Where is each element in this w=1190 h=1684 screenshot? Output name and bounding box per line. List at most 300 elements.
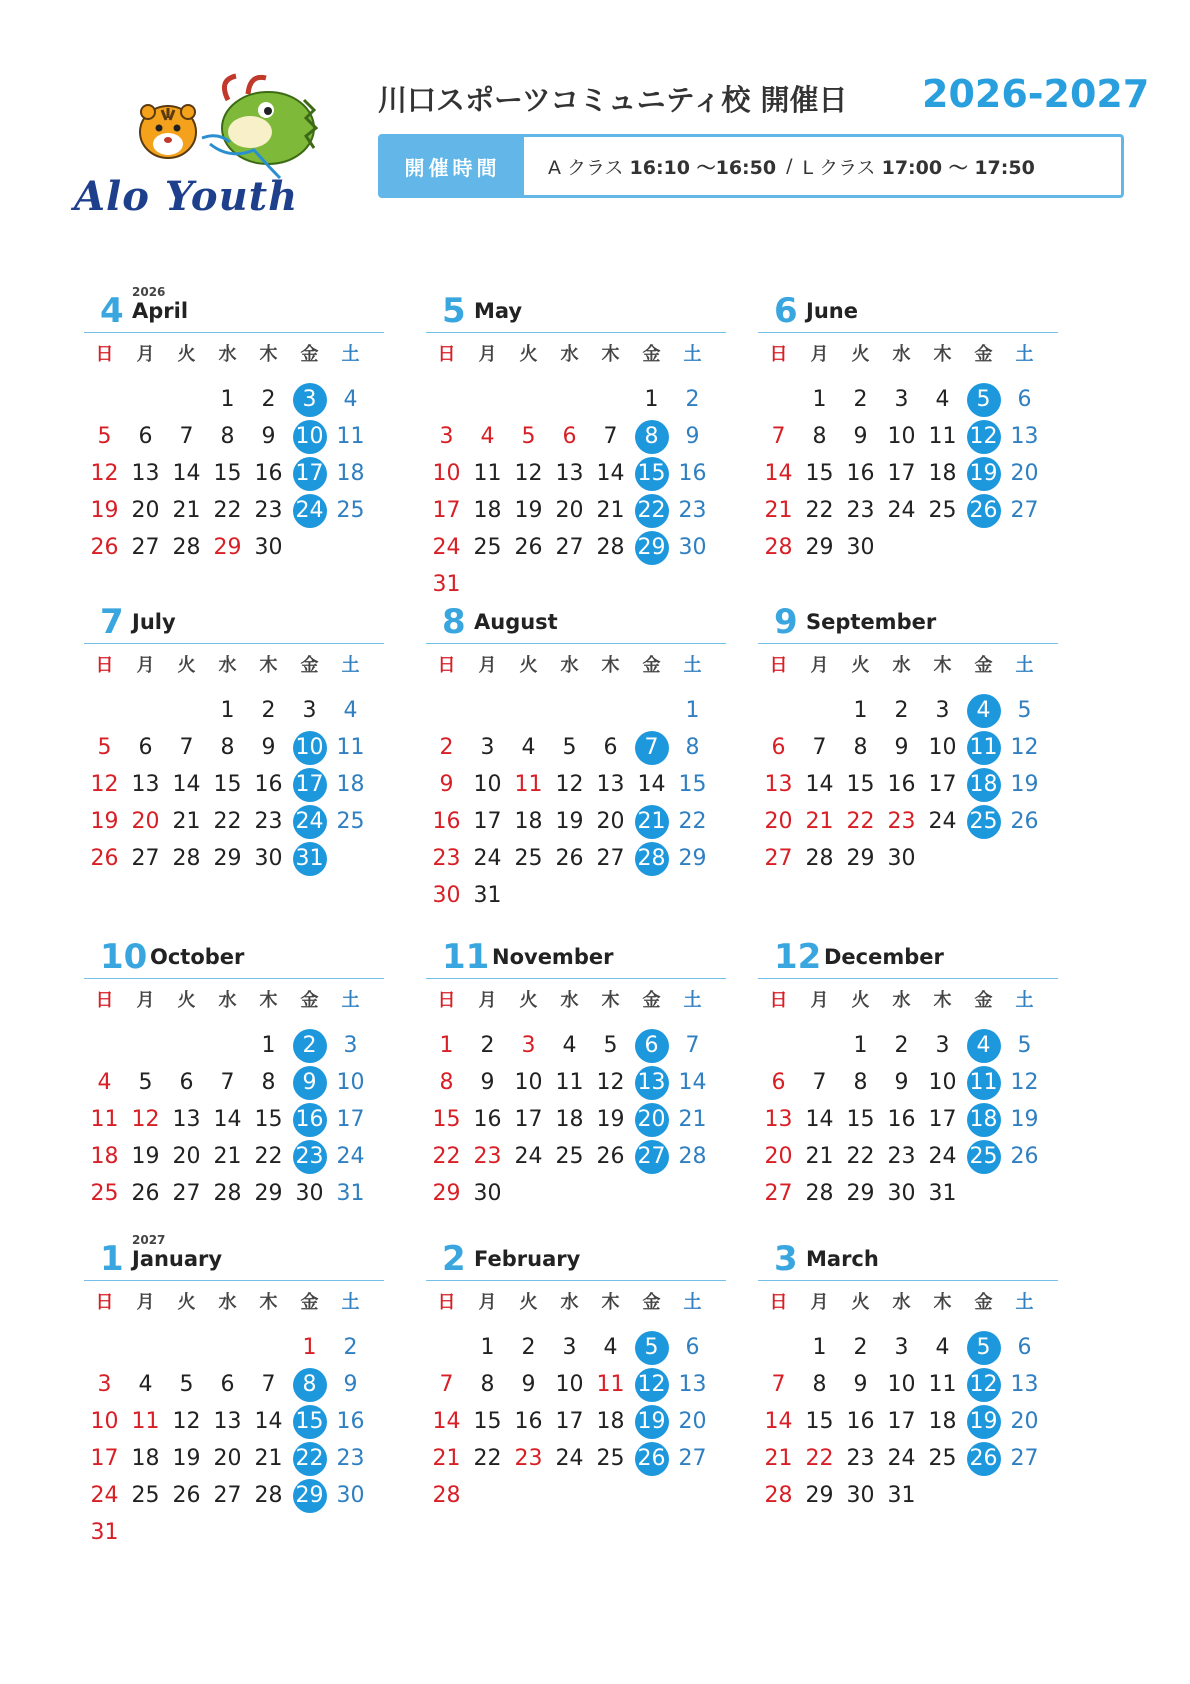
weekday-label: 水	[218, 990, 237, 1011]
day-cell: 3	[97, 1372, 112, 1397]
day-cell: 25	[555, 1144, 584, 1169]
empty-cell	[426, 381, 467, 418]
event-day: 9	[289, 1064, 330, 1101]
day-cell: 17	[887, 461, 916, 486]
empty-cell	[166, 1027, 207, 1064]
day-cell: 7	[439, 1372, 454, 1397]
weekday-label: 水	[892, 1292, 911, 1313]
event-day: 4	[963, 1027, 1004, 1064]
day-cell: 21	[805, 809, 834, 834]
day-grid	[758, 684, 1058, 877]
day-cell: 3	[562, 1335, 577, 1360]
day-cell: 5	[562, 735, 577, 760]
day-cell: 20	[213, 1446, 242, 1471]
day-cell: 26	[172, 1483, 201, 1508]
day-cell: 23	[678, 498, 707, 523]
day-cell: 13	[764, 772, 793, 797]
day-cell: 8	[812, 424, 827, 449]
day-cell: 29	[213, 846, 242, 871]
month-header	[426, 276, 726, 333]
day-cell: 1	[220, 698, 235, 723]
day-cell: 3	[480, 735, 495, 760]
month-name: December	[824, 945, 944, 969]
weekday-header	[758, 644, 1058, 684]
weekday-label: 木	[259, 655, 278, 676]
day-cell: 23	[432, 846, 461, 871]
weekday-label: 木	[259, 344, 278, 365]
day-cell: 28	[254, 1483, 283, 1508]
empty-cell	[125, 692, 166, 729]
day-cell: 10	[555, 1372, 584, 1397]
month-number: 1	[100, 1239, 124, 1279]
weekday-label: 木	[259, 990, 278, 1011]
weekday-label: 水	[218, 655, 237, 676]
day-cell: 3	[302, 698, 317, 723]
day-cell: 21	[764, 1446, 793, 1471]
day-cell: 4	[603, 1335, 618, 1360]
event-day: 29	[631, 529, 672, 566]
month-calendar-december	[758, 922, 1058, 1212]
weekday-label: 火	[177, 655, 196, 676]
weekday-label: 火	[519, 655, 538, 676]
day-cell: 17	[432, 498, 461, 523]
day-cell: 13	[172, 1107, 201, 1132]
week-row	[84, 1175, 384, 1212]
day-cell: 5	[97, 424, 112, 449]
week-row	[758, 492, 1058, 529]
weekday-label: 金	[642, 990, 661, 1011]
month-number: 7	[100, 602, 124, 642]
day-cell: 6	[179, 1070, 194, 1095]
day-cell: 27	[678, 1446, 707, 1471]
tiger-mascot-icon	[140, 105, 196, 158]
empty-cell	[125, 1329, 166, 1366]
week-row	[758, 766, 1058, 803]
day-cell: 26	[514, 535, 543, 560]
day-cell: 12	[596, 1070, 625, 1095]
day-cell: 6	[771, 735, 786, 760]
day-cell: 8	[685, 735, 700, 760]
day-cell: 5	[97, 735, 112, 760]
empty-cell	[758, 1329, 799, 1366]
weekday-header	[84, 333, 384, 373]
week-row	[84, 381, 384, 418]
empty-cell	[125, 381, 166, 418]
day-cell: 10	[887, 424, 916, 449]
event-day: 16	[289, 1101, 330, 1138]
weekday-label: 月	[136, 1292, 155, 1313]
day-cell: 6	[771, 1070, 786, 1095]
weekday-label: 水	[560, 344, 579, 365]
event-day: 11	[963, 729, 1004, 766]
day-cell: 1	[480, 1335, 495, 1360]
event-day: 4	[963, 692, 1004, 729]
weekday-label: 月	[810, 990, 829, 1011]
empty-cell	[590, 381, 631, 418]
month-header	[758, 587, 1058, 644]
day-cell: 8	[261, 1070, 276, 1095]
week-row	[84, 729, 384, 766]
year-range: 2026-2027	[922, 72, 1150, 116]
event-day: 2	[289, 1027, 330, 1064]
day-cell: 19	[90, 498, 119, 523]
day-cell: 26	[90, 846, 119, 871]
day-cell: 9	[261, 735, 276, 760]
weekday-label: 水	[560, 990, 579, 1011]
day-cell: 24	[928, 809, 957, 834]
day-cell: 13	[555, 461, 584, 486]
event-day: 13	[631, 1064, 672, 1101]
day-cell: 13	[596, 772, 625, 797]
day-cell: 14	[172, 772, 201, 797]
day-cell: 27	[172, 1181, 201, 1206]
day-cell: 28	[596, 535, 625, 560]
empty-cell	[508, 692, 549, 729]
day-cell: 13	[1010, 1372, 1039, 1397]
day-cell: 20	[678, 1409, 707, 1434]
weekday-label: 木	[601, 344, 620, 365]
day-cell: 1	[439, 1033, 454, 1058]
day-grid	[758, 1321, 1058, 1514]
day-cell: 28	[805, 846, 834, 871]
month-calendar-july	[84, 587, 384, 877]
empty-cell	[631, 692, 672, 729]
day-cell: 26	[596, 1144, 625, 1169]
day-cell: 19	[596, 1107, 625, 1132]
day-cell: 23	[514, 1446, 543, 1471]
day-cell: 12	[172, 1409, 201, 1434]
week-row	[758, 1138, 1058, 1175]
day-cell: 13	[131, 461, 160, 486]
event-day: 24	[289, 803, 330, 840]
event-day: 10	[289, 729, 330, 766]
week-row	[84, 803, 384, 840]
day-cell: 16	[887, 1107, 916, 1132]
day-cell: 5	[179, 1372, 194, 1397]
day-cell: 30	[336, 1483, 365, 1508]
month-header	[758, 276, 1058, 333]
month-header	[84, 276, 384, 333]
weekday-label: 金	[974, 344, 993, 365]
day-cell: 5	[1017, 1033, 1032, 1058]
day-cell: 11	[131, 1409, 160, 1434]
day-cell: 9	[894, 1070, 909, 1095]
class-separator: /	[786, 155, 793, 177]
week-row	[758, 455, 1058, 492]
day-cell: 1	[644, 387, 659, 412]
day-cell: 30	[254, 535, 283, 560]
event-day: 5	[963, 381, 1004, 418]
day-cell: 14	[172, 461, 201, 486]
day-cell: 7	[771, 1372, 786, 1397]
event-day: 17	[289, 455, 330, 492]
day-cell: 18	[928, 461, 957, 486]
event-day: 19	[631, 1403, 672, 1440]
day-cell: 2	[343, 1335, 358, 1360]
day-cell: 24	[432, 535, 461, 560]
weekday-label: 火	[177, 1292, 196, 1313]
week-row	[426, 455, 726, 492]
dragon-mascot-icon	[202, 76, 316, 178]
day-cell: 8	[812, 1372, 827, 1397]
day-cell: 12	[1010, 735, 1039, 760]
event-day: 6	[631, 1027, 672, 1064]
weekday-label: 金	[300, 655, 319, 676]
weekday-header	[84, 1281, 384, 1321]
day-cell: 16	[254, 461, 283, 486]
weekday-label: 月	[478, 1292, 497, 1313]
event-day: 21	[631, 803, 672, 840]
day-cell: 2	[853, 1335, 868, 1360]
day-cell: 27	[555, 535, 584, 560]
day-cell: 2	[685, 387, 700, 412]
event-day: 24	[289, 492, 330, 529]
week-row	[84, 1477, 384, 1514]
day-cell: 24	[514, 1144, 543, 1169]
weekday-label: 土	[683, 990, 702, 1011]
day-cell: 14	[254, 1409, 283, 1434]
day-cell: 27	[131, 846, 160, 871]
brand-logo	[70, 70, 350, 220]
day-cell: 2	[439, 735, 454, 760]
day-cell: 11	[90, 1107, 119, 1132]
day-cell: 12	[90, 461, 119, 486]
day-cell: 16	[846, 1409, 875, 1434]
weekday-label: 水	[218, 1292, 237, 1313]
day-cell: 30	[295, 1181, 324, 1206]
day-cell: 22	[846, 809, 875, 834]
day-cell: 10	[928, 1070, 957, 1095]
day-cell: 8	[220, 735, 235, 760]
day-cell: 6	[138, 735, 153, 760]
day-cell: 6	[138, 424, 153, 449]
day-cell: 2	[521, 1335, 536, 1360]
weekday-label: 日	[769, 990, 788, 1011]
weekday-label: 日	[95, 1292, 114, 1313]
empty-cell	[508, 381, 549, 418]
day-cell: 6	[1017, 387, 1032, 412]
logo-wordmark: Alo Youth	[74, 173, 299, 220]
month-name: November	[492, 945, 614, 969]
day-cell: 7	[685, 1033, 700, 1058]
weekday-label: 金	[642, 655, 661, 676]
month-name: February	[474, 1247, 581, 1271]
empty-cell	[166, 381, 207, 418]
week-row	[426, 1366, 726, 1403]
day-cell: 15	[805, 461, 834, 486]
weekday-label: 月	[810, 655, 829, 676]
week-row	[426, 729, 726, 766]
weekday-label: 水	[560, 1292, 579, 1313]
day-cell: 19	[555, 809, 584, 834]
weekday-label: 水	[892, 655, 911, 676]
day-grid	[84, 1321, 384, 1551]
week-row	[758, 1440, 1058, 1477]
empty-cell	[84, 1329, 125, 1366]
day-cell: 21	[805, 1144, 834, 1169]
day-cell: 28	[172, 535, 201, 560]
week-row	[426, 1440, 726, 1477]
week-row	[758, 1064, 1058, 1101]
day-cell: 25	[90, 1181, 119, 1206]
event-day: 7	[631, 729, 672, 766]
week-row	[84, 1403, 384, 1440]
week-row	[758, 729, 1058, 766]
event-day: 19	[963, 1403, 1004, 1440]
day-cell: 28	[764, 1483, 793, 1508]
week-row	[426, 1175, 726, 1212]
day-cell: 17	[555, 1409, 584, 1434]
day-cell: 26	[1010, 1144, 1039, 1169]
week-row	[84, 1101, 384, 1138]
month-number: 3	[774, 1239, 798, 1279]
day-cell: 18	[336, 461, 365, 486]
week-row	[758, 1101, 1058, 1138]
weekday-label: 木	[601, 655, 620, 676]
day-cell: 30	[254, 846, 283, 871]
day-cell: 21	[213, 1144, 242, 1169]
weekday-label: 土	[341, 655, 360, 676]
month-header	[84, 922, 384, 979]
day-cell: 10	[90, 1409, 119, 1434]
month-calendar-february	[426, 1224, 726, 1514]
day-cell: 14	[637, 772, 666, 797]
week-row	[84, 1440, 384, 1477]
empty-cell	[426, 692, 467, 729]
day-cell: 1	[220, 387, 235, 412]
weekday-label: 月	[136, 655, 155, 676]
day-cell: 15	[678, 772, 707, 797]
day-cell: 24	[887, 498, 916, 523]
day-cell: 4	[935, 1335, 950, 1360]
day-cell: 28	[213, 1181, 242, 1206]
day-cell: 15	[473, 1409, 502, 1434]
weekday-label: 金	[300, 990, 319, 1011]
weekday-header	[426, 333, 726, 373]
day-cell: 11	[336, 735, 365, 760]
day-cell: 24	[473, 846, 502, 871]
day-cell: 14	[432, 1409, 461, 1434]
week-row	[426, 492, 726, 529]
day-cell: 27	[764, 1181, 793, 1206]
day-cell: 23	[887, 809, 916, 834]
day-cell: 21	[596, 498, 625, 523]
month-calendar-april	[84, 276, 384, 566]
day-cell: 15	[254, 1107, 283, 1132]
month-header	[426, 922, 726, 979]
day-cell: 31	[473, 883, 502, 908]
month-calendar-september	[758, 587, 1058, 877]
month-name: April	[132, 299, 189, 323]
day-cell: 18	[131, 1446, 160, 1471]
day-cell: 11	[473, 461, 502, 486]
day-cell: 1	[302, 1335, 317, 1360]
day-cell: 15	[846, 772, 875, 797]
day-cell: 25	[514, 846, 543, 871]
day-cell: 24	[90, 1483, 119, 1508]
day-cell: 1	[853, 698, 868, 723]
day-cell: 15	[846, 1107, 875, 1132]
empty-cell	[207, 1027, 248, 1064]
class-l-time: 17:00 〜 17:50	[881, 156, 1035, 179]
day-cell: 3	[894, 387, 909, 412]
day-cell: 30	[678, 535, 707, 560]
day-cell: 25	[928, 498, 957, 523]
day-cell: 3	[439, 424, 454, 449]
empty-cell	[590, 692, 631, 729]
day-cell: 1	[261, 1033, 276, 1058]
month-number: 6	[774, 291, 798, 331]
day-cell: 10	[514, 1070, 543, 1095]
week-row	[426, 803, 726, 840]
day-cell: 3	[935, 698, 950, 723]
day-cell: 20	[131, 498, 160, 523]
week-row	[758, 1403, 1058, 1440]
day-cell: 9	[521, 1372, 536, 1397]
day-cell: 7	[220, 1070, 235, 1095]
day-cell: 6	[220, 1372, 235, 1397]
day-cell: 13	[678, 1372, 707, 1397]
day-cell: 4	[343, 387, 358, 412]
day-cell: 31	[887, 1483, 916, 1508]
empty-cell	[166, 1329, 207, 1366]
event-day: 31	[289, 840, 330, 877]
day-cell: 26	[555, 846, 584, 871]
day-cell: 4	[138, 1372, 153, 1397]
month-number: 10	[100, 937, 148, 977]
weekday-label: 日	[437, 344, 456, 365]
day-cell: 11	[336, 424, 365, 449]
day-cell: 25	[596, 1446, 625, 1471]
empty-cell	[549, 381, 590, 418]
day-cell: 13	[764, 1107, 793, 1132]
empty-cell	[125, 1027, 166, 1064]
day-cell: 4	[480, 424, 495, 449]
weekday-label: 水	[892, 344, 911, 365]
day-cell: 22	[678, 809, 707, 834]
empty-cell	[799, 692, 840, 729]
event-day: 5	[631, 1329, 672, 1366]
month-calendar-october	[84, 922, 384, 1212]
day-cell: 31	[432, 572, 461, 597]
day-cell: 30	[846, 1483, 875, 1508]
weekday-label: 日	[437, 990, 456, 1011]
week-row	[426, 692, 726, 729]
day-cell: 24	[928, 1144, 957, 1169]
day-cell: 31	[928, 1181, 957, 1206]
day-cell: 13	[131, 772, 160, 797]
week-row	[758, 1477, 1058, 1514]
day-cell: 9	[480, 1070, 495, 1095]
week-row	[84, 529, 384, 566]
day-cell: 7	[771, 424, 786, 449]
day-cell: 22	[805, 1446, 834, 1471]
hours-text	[524, 137, 1121, 195]
month-header	[426, 1224, 726, 1281]
month-calendar-march	[758, 1224, 1058, 1514]
day-cell: 30	[473, 1181, 502, 1206]
day-cell: 20	[172, 1144, 201, 1169]
day-cell: 8	[220, 424, 235, 449]
day-cell: 22	[846, 1144, 875, 1169]
day-cell: 17	[928, 1107, 957, 1132]
day-cell: 16	[678, 461, 707, 486]
day-cell: 17	[336, 1107, 365, 1132]
month-year: 2027	[132, 1233, 166, 1247]
day-cell: 29	[805, 1483, 834, 1508]
class-l-label: L クラス	[802, 156, 876, 179]
day-cell: 6	[1017, 1335, 1032, 1360]
